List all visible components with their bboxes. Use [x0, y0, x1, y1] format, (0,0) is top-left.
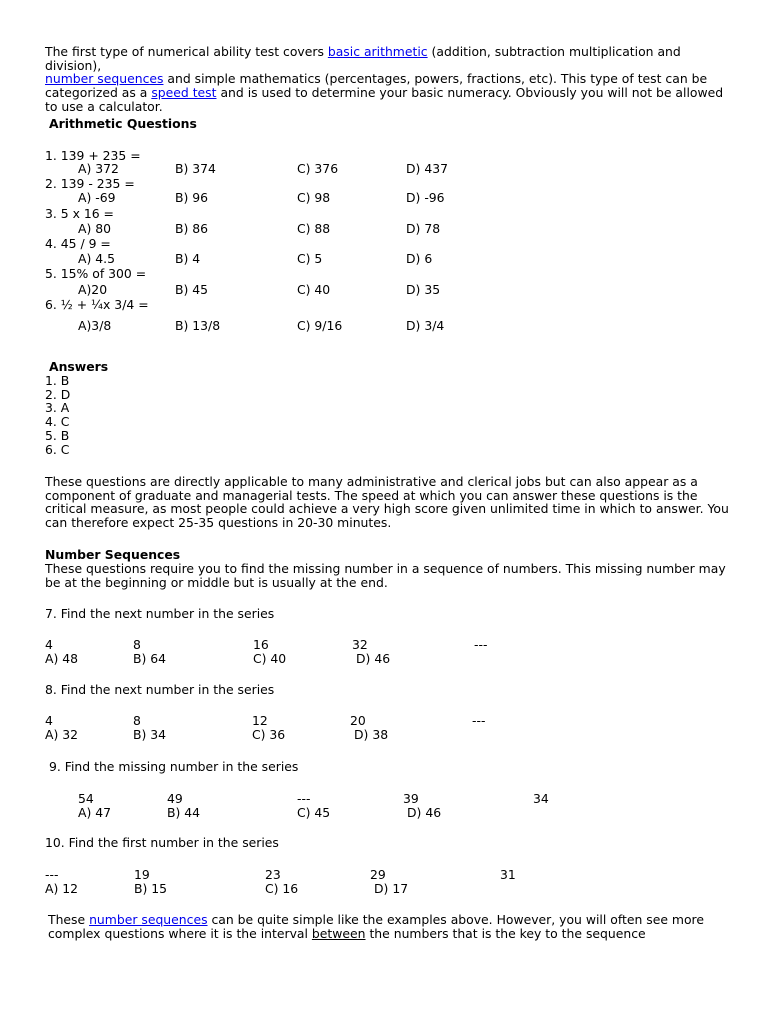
question-5: 5. 15% of 300 =	[45, 266, 147, 281]
q8-option: C) 36	[252, 727, 286, 742]
question-3: 3. 5 x 16 =	[45, 206, 114, 221]
q9-option: C) 45	[297, 805, 331, 820]
option-1c: C) 376	[297, 161, 339, 176]
option-6a: A)3/8	[78, 318, 112, 333]
answers-heading: Answers	[49, 359, 109, 374]
option-5b: B) 45	[175, 282, 209, 297]
closing-text: can be quite simple like the examples above. However, you will often see more complex questions where it is the interval	[48, 912, 704, 941]
q9-term: 34	[533, 791, 549, 806]
option-6d: D) 3/4	[406, 318, 445, 333]
q7-term: ---	[474, 637, 488, 652]
q10-option: B) 15	[134, 881, 168, 896]
option-4d: D) 6	[406, 251, 433, 266]
between-underlined: between	[311, 925, 366, 941]
option-6b: B) 13/8	[175, 318, 221, 333]
option-2d: D) -96	[406, 190, 445, 205]
q9-term: ---	[297, 791, 311, 806]
option-1b: B) 374	[175, 161, 216, 176]
q8-term: 8	[133, 713, 141, 728]
q8-term: 12	[252, 713, 268, 728]
number-sequences-link[interactable]: number sequences	[45, 71, 164, 87]
q8-option: A) 32	[45, 727, 79, 742]
answer-5: 5. B	[45, 428, 70, 443]
answer-3: 3. A	[45, 400, 70, 415]
option-3c: C) 88	[297, 221, 331, 236]
question-7-prompt: 7. Find the next number in the series	[45, 606, 275, 621]
q10-term: 19	[134, 867, 150, 882]
answer-6: 6. C	[45, 442, 70, 457]
intro-text: (addition, subtraction multiplication and division),	[45, 44, 681, 73]
q7-term: 32	[352, 637, 368, 652]
number-sequences-heading: Number Sequences	[45, 547, 181, 562]
question-10-prompt: 10. Find the first number in the series	[45, 835, 279, 850]
q8-option: B) 34	[133, 727, 167, 742]
q8-term: 20	[350, 713, 366, 728]
q9-option: B) 44	[167, 805, 201, 820]
q10-option: A) 12	[45, 881, 79, 896]
q9-term: 39	[403, 791, 419, 806]
arithmetic-heading: Arithmetic Questions	[49, 116, 197, 131]
option-1d: D) 437	[406, 161, 448, 176]
q10-term: 29	[370, 867, 386, 882]
answer-1: 1. B	[45, 373, 70, 388]
q8-term: ---	[472, 713, 486, 728]
q7-option: A) 48	[45, 651, 79, 666]
closing-paragraph	[45, 913, 738, 940]
q9-term: 54	[78, 791, 94, 806]
option-3b: B) 86	[175, 221, 209, 236]
basic-arithmetic-link[interactable]: basic arithmetic	[327, 44, 428, 59]
q7-option: D) 46	[356, 651, 391, 666]
q9-option: A) 47	[78, 805, 112, 820]
question-4: 4. 45 / 9 =	[45, 236, 111, 251]
option-5c: C) 40	[297, 282, 331, 297]
q9-term: 49	[167, 791, 183, 806]
q10-option: C) 16	[265, 881, 299, 896]
q10-term: ---	[45, 867, 59, 882]
q7-option: B) 64	[133, 651, 167, 666]
option-5a: A)20	[78, 282, 108, 297]
answer-4: 4. C	[45, 414, 70, 429]
option-2c: C) 98	[297, 190, 331, 205]
q8-term: 4	[45, 713, 53, 728]
q10-term: 23	[265, 867, 281, 882]
option-5d: D) 35	[406, 282, 441, 297]
q7-term: 8	[133, 637, 141, 652]
intro-text: and simple mathematics (percentages, powers, fractions, etc). This type of test can be categorized as a	[45, 71, 708, 101]
question-9-prompt: 9. Find the missing number in the series	[49, 759, 299, 774]
intro-text: and is used to determine your basic numeracy. Obviously you will not be allowed to use a calculator.	[45, 85, 724, 114]
closing-text: the numbers that is the key to the sequence	[365, 925, 646, 941]
q10-term: 31	[500, 867, 516, 882]
q10-option: D) 17	[374, 881, 409, 896]
option-2a: A) -69	[78, 190, 116, 205]
number-sequences-intro: These questions require you to find the missing number in a sequence of numbers. This missing number may be at the beginning or middle but is usually at the end.	[45, 561, 726, 590]
q9-option: D) 46	[407, 805, 442, 820]
option-3d: D) 78	[406, 221, 441, 236]
q7-option: C) 40	[253, 651, 287, 666]
option-2b: B) 96	[175, 190, 209, 205]
option-4b: B) 4	[175, 251, 201, 266]
option-4a: A) 4.5	[78, 251, 115, 266]
applicability-paragraph: These questions are directly applicable to many administrative and clerical jobs but can also appear as a component of graduate and managerial tests. The speed at which you can answer these questions is the critical measure, as most people could achieve a very high score given unlimited time in which to answer. You can therefore expect 25-35 questions in 20-30 minutes.	[45, 474, 729, 531]
intro-paragraph	[45, 45, 735, 114]
question-2: 2. 139 - 235 =	[45, 176, 135, 191]
q7-term: 16	[253, 637, 269, 652]
q7-term: 4	[45, 637, 53, 652]
question-1: 1. 139 + 235 =	[45, 148, 141, 163]
speed-test-link[interactable]: speed test	[151, 85, 217, 101]
question-6: 6. ½ + ¼x 3/4 =	[45, 297, 149, 312]
q8-option: D) 38	[354, 727, 389, 742]
option-6c: C) 9/16	[297, 318, 343, 333]
intro-text: The first type of numerical ability test covers	[45, 44, 328, 59]
number-sequences-link-2[interactable]: number sequences	[89, 912, 208, 927]
question-8-prompt: 8. Find the next number in the series	[45, 682, 275, 697]
option-4c: C) 5	[297, 251, 323, 266]
option-3a: A) 80	[78, 221, 112, 236]
answer-2: 2. D	[45, 387, 71, 402]
option-1a: A) 372	[78, 161, 119, 176]
closing-text: These	[48, 912, 90, 927]
